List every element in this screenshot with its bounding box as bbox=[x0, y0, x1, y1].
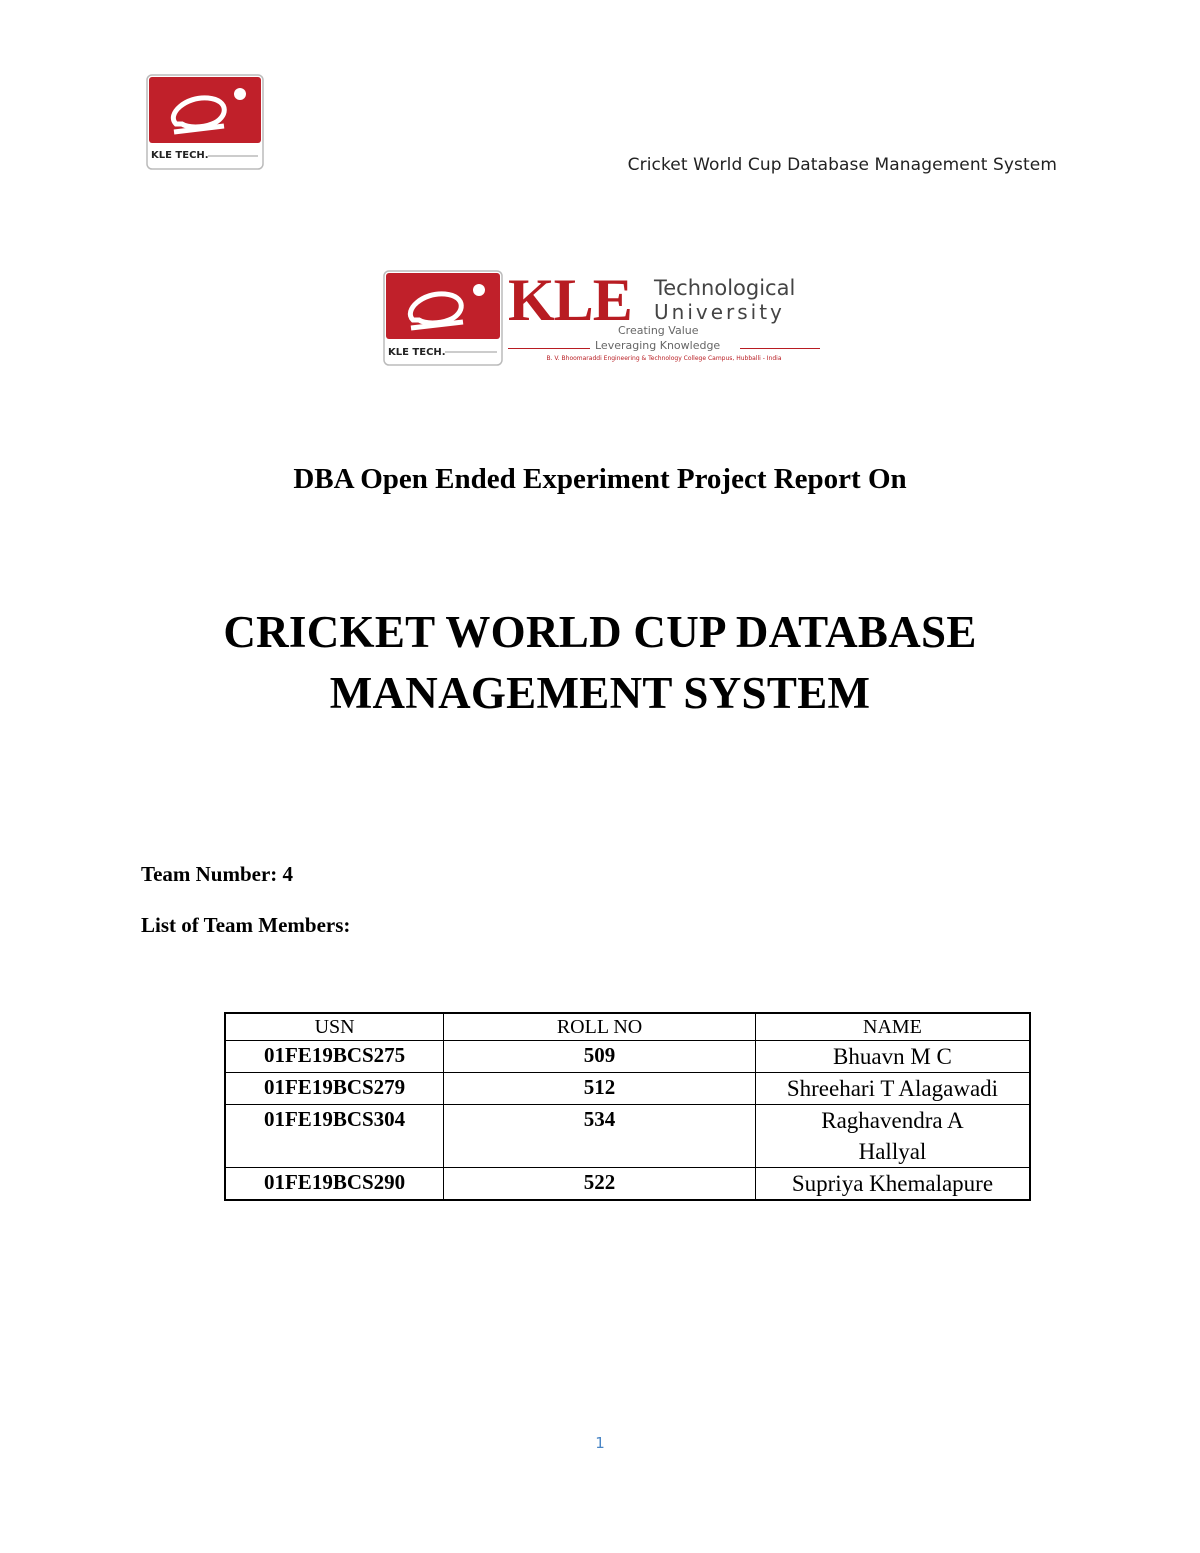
column-header-usn: USN bbox=[225, 1013, 444, 1041]
table-header-row bbox=[225, 1013, 1030, 1041]
table-row bbox=[225, 1041, 1030, 1073]
usn-cell: 01FE19BCS290 bbox=[225, 1168, 444, 1201]
roll-no-cell: 534 bbox=[444, 1105, 756, 1168]
column-header-roll-no: ROLL NO bbox=[444, 1013, 756, 1041]
university-tagline-1: Creating Value bbox=[618, 324, 699, 337]
team-members-table bbox=[224, 1012, 1031, 1201]
name-cell: Shreehari T Alagawadi bbox=[755, 1073, 1030, 1105]
kle-badge-icon bbox=[383, 270, 503, 366]
usn-cell: 01FE19BCS304 bbox=[225, 1105, 444, 1168]
roll-no-cell: 522 bbox=[444, 1168, 756, 1201]
university-campus-line: B. V. Bhoomaraddi Engineering & Technology College Campus, Hubballi - India bbox=[546, 355, 782, 362]
name-cell: Raghavendra A Hallyal bbox=[755, 1105, 1030, 1168]
project-title-line-1: CRICKET WORLD CUP DATABASE bbox=[223, 607, 977, 657]
svg-text:KLE TECH.: KLE TECH. bbox=[151, 150, 209, 161]
table-row bbox=[225, 1168, 1030, 1201]
university-name-line2: University bbox=[654, 300, 785, 324]
header-logo bbox=[146, 74, 264, 170]
table-row bbox=[225, 1105, 1030, 1168]
svg-text:KLE TECH.: KLE TECH. bbox=[388, 347, 446, 358]
university-wordmark: KLE bbox=[508, 267, 632, 333]
usn-cell: 01FE19BCS279 bbox=[225, 1073, 444, 1105]
running-header-title: Cricket World Cup Database Management System bbox=[627, 155, 1057, 175]
tagline-rule-right bbox=[740, 348, 820, 349]
usn-cell: 01FE19BCS275 bbox=[225, 1041, 444, 1073]
tagline-rule-left bbox=[508, 348, 590, 349]
kle-tech-logo-icon bbox=[146, 74, 264, 170]
project-title-line-2: MANAGEMENT SYSTEM bbox=[329, 668, 871, 718]
university-tagline-2: Leveraging Knowledge bbox=[595, 339, 721, 352]
name-cell: Bhuavn M C bbox=[755, 1041, 1030, 1073]
university-badge bbox=[383, 270, 503, 366]
team-number: Team Number: 4 bbox=[141, 862, 294, 886]
report-heading: DBA Open Ended Experiment Project Report On bbox=[293, 463, 907, 495]
roll-no-cell: 509 bbox=[444, 1041, 756, 1073]
page-number: 1 bbox=[595, 1434, 605, 1452]
roll-no-cell: 512 bbox=[444, 1073, 756, 1105]
university-name-line1: Technological bbox=[654, 276, 796, 300]
team-members-label: List of Team Members: bbox=[141, 913, 351, 937]
table-row bbox=[225, 1073, 1030, 1105]
name-cell: Supriya Khemalapure bbox=[755, 1168, 1030, 1201]
column-header-name: NAME bbox=[755, 1013, 1030, 1041]
